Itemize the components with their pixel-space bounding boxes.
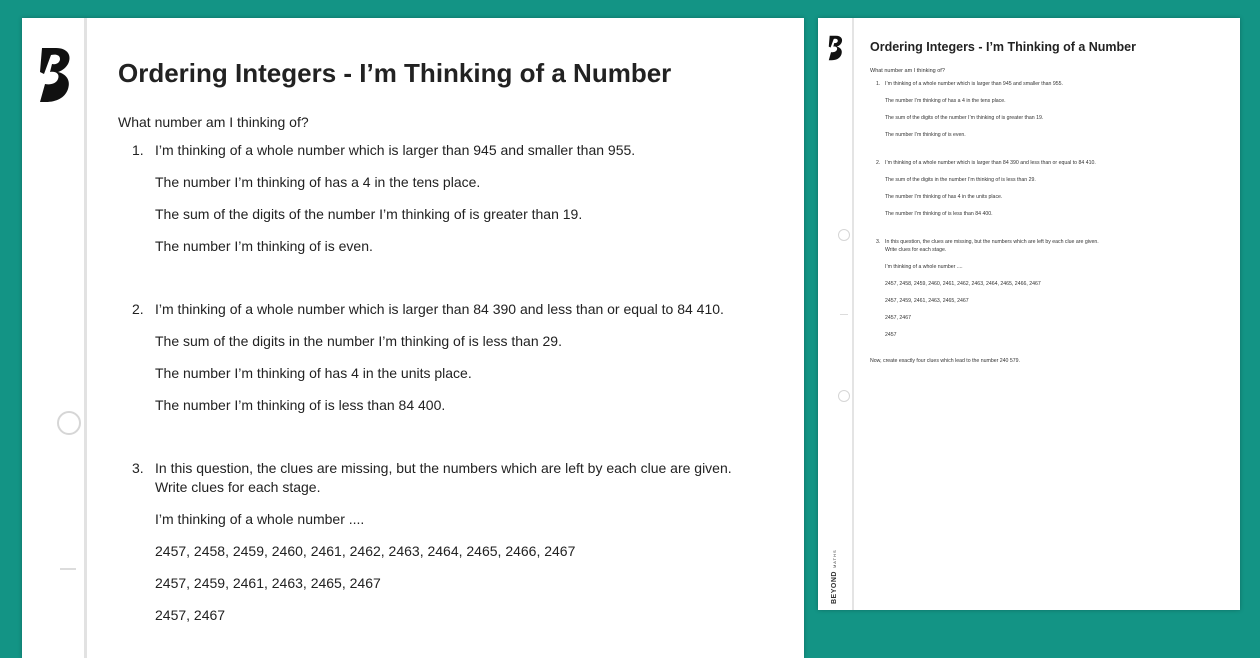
fold-mark [60, 568, 76, 570]
number-list: 2457, 2459, 2461, 2463, 2465, 2467 [885, 298, 969, 304]
number-list: 2457 [885, 332, 897, 338]
beyond-logo-icon [36, 44, 76, 106]
clue-line: The sum of the digits of the number I’m thinking of is greater than 19. [155, 206, 583, 222]
question-2 [132, 300, 788, 415]
clue-line: The number I’m thinking of is less than 84 400. [155, 397, 446, 413]
worksheet-content [870, 68, 1230, 365]
question-2 [876, 159, 1230, 218]
brand-wordmark [831, 524, 843, 604]
question-text: In this question, the clues are missing, but the numbers which are left by each clue are given. [885, 239, 1099, 245]
worksheet-title: Ordering Integers - I’m Thinking of a Number [870, 40, 1136, 54]
clue-line: I’m thinking of a whole number .... [885, 264, 963, 270]
number-list: 2457, 2459, 2461, 2463, 2465, 2467 [155, 575, 381, 591]
number-list: 2457, 2467 [155, 607, 226, 623]
margin-line [84, 18, 87, 658]
binder-hole [838, 390, 850, 402]
question-text: I’m thinking of a whole number which is larger than 84 390 and less than or equal to 84 410. [155, 301, 724, 317]
margin-line [852, 18, 854, 610]
clue-line: The sum of the digits in the number I’m thinking of is less than 29. [885, 177, 1036, 183]
question-text: I’m thinking of a whole number which is larger than 84 390 and less than or equal to 84 410. [885, 160, 1096, 166]
question-text: In this question, the clues are missing, but the numbers which are left by each clue are given. [155, 460, 732, 476]
worksheet-intro: What number am I thinking of? [118, 114, 309, 130]
brand-name: BEYOND [831, 571, 838, 604]
brand-sub: MATHS [832, 549, 837, 569]
question-text: I’m thinking of a whole number which is larger than 945 and smaller than 955. [885, 81, 1063, 87]
question-3 [876, 238, 1230, 339]
question-3 [132, 459, 788, 625]
clue-line: The number I’m thinking of has 4 in the units place. [885, 194, 1003, 200]
binder-hole [57, 411, 81, 435]
worksheet-title: Ordering Integers - I’m Thinking of a Number [118, 58, 672, 88]
clue-line: The sum of the digits of the number I’m thinking of is greater than 19. [885, 115, 1044, 121]
question-1 [132, 141, 788, 256]
clue-line: The number I’m thinking of is even. [155, 238, 373, 254]
question-number: 1. [132, 142, 144, 158]
clue-line: The number I’m thinking of has 4 in the units place. [155, 365, 472, 381]
binder-hole [838, 229, 850, 241]
clue-line: The number I’m thinking of has a 4 in the tens place. [155, 174, 481, 190]
clue-line: The number I’m thinking of has a 4 in the tens place. [885, 98, 1006, 104]
worksheet-page-thumbnail [818, 18, 1240, 610]
clue-line: The number I’m thinking of is even. [885, 132, 966, 138]
worksheet-content [118, 114, 788, 625]
clue-line: The sum of the digits in the number I’m thinking of is less than 29. [155, 333, 562, 349]
closing-task: Now, create exactly four clues which lead to the number 240 579. [870, 358, 1020, 364]
question-number: 2. [876, 160, 881, 166]
number-list: 2457, 2458, 2459, 2460, 2461, 2462, 2463, 2464, 2465, 2466, 2467 [155, 543, 576, 559]
question-1 [876, 80, 1230, 139]
question-text-continued: Write clues for each stage. [885, 247, 947, 253]
worksheet-intro: What number am I thinking of? [870, 68, 945, 74]
question-number: 1. [876, 81, 881, 87]
question-number: 2. [132, 301, 144, 317]
question-text-continued: Write clues for each stage. [155, 479, 321, 495]
number-list: 2457, 2458, 2459, 2460, 2461, 2462, 2463, 2464, 2465, 2466, 2467 [885, 281, 1041, 287]
question-number: 3. [876, 239, 881, 245]
clue-line: The number I’m thinking of is less than 84 400. [885, 211, 993, 217]
fold-mark [840, 314, 848, 315]
number-list: 2457, 2467 [885, 315, 911, 321]
worksheet-page-zoomed [22, 18, 804, 658]
question-text: I’m thinking of a whole number which is larger than 945 and smaller than 955. [155, 142, 636, 158]
question-number: 3. [132, 460, 144, 476]
beyond-logo-icon [826, 34, 846, 62]
clue-line: I’m thinking of a whole number .... [155, 511, 365, 527]
